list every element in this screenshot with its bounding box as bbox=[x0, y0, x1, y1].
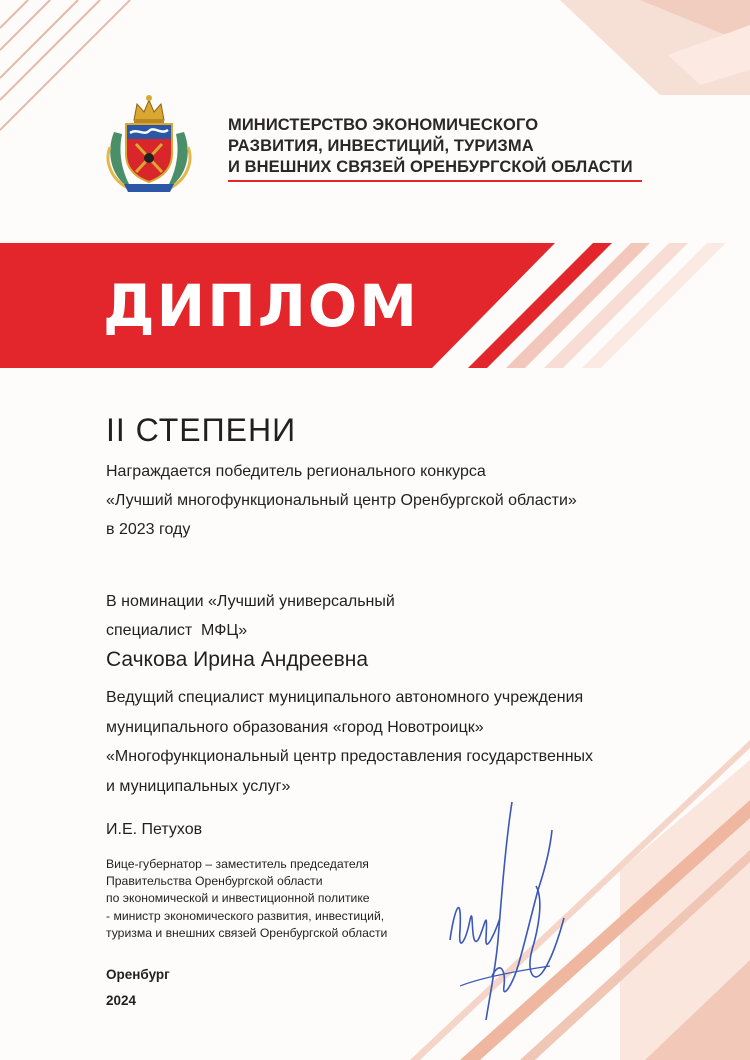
ministry-line-1: МИНИСТЕРСТВО ЭКОНОМИЧЕСКОГО bbox=[228, 116, 539, 134]
coat-of-arms-emblem bbox=[104, 92, 194, 196]
header-divider bbox=[228, 180, 642, 182]
position-line: «Многофункциональный центр предоставления государственных bbox=[106, 748, 594, 765]
signer-title-line: по экономической и инвестиционной политике bbox=[106, 891, 370, 906]
ministry-header bbox=[228, 115, 648, 178]
handwritten-signature bbox=[440, 790, 590, 1030]
position-line: Ведущий специалист муниципального автономного учреждения bbox=[106, 689, 584, 706]
recipient-position bbox=[106, 683, 593, 801]
signer-name: И.Е. Петухов bbox=[106, 821, 203, 838]
position-line: и муниципальных услуг» bbox=[106, 777, 291, 795]
place-label: Оренбург bbox=[106, 967, 170, 982]
nomination-line: В номинации «Лучший универсальный bbox=[106, 593, 395, 610]
recipient-name: Сачкова Ирина Андреевна bbox=[106, 648, 369, 671]
signer-title-line: Правительства Оренбургской области bbox=[106, 874, 323, 889]
nomination-line: специалист МФЦ» bbox=[106, 622, 248, 639]
year-label: 2024 bbox=[106, 993, 137, 1008]
signer-title-line: туризма и внешних связей Оренбургской области bbox=[106, 925, 388, 940]
intro-line: «Лучший многофункциональный центр Оренбургской области» bbox=[106, 492, 577, 509]
ministry-line-3: И ВНЕШНИХ СВЯЗЕЙ ОРЕНБУРГСКОЙ ОБЛАСТИ bbox=[228, 158, 633, 176]
signer-title bbox=[106, 856, 387, 942]
ministry-line-2: РАЗВИТИЯ, ИНВЕСТИЦИЙ, ТУРИЗМА bbox=[228, 137, 534, 155]
intro-line: Награждается победитель регионального конкурса bbox=[106, 463, 486, 480]
award-intro bbox=[106, 457, 577, 544]
position-line: муниципального образования «город Новотроицк» bbox=[106, 718, 484, 736]
signer-title-line: Вице-губернатор – заместитель председателя bbox=[106, 857, 369, 871]
nomination bbox=[106, 587, 395, 645]
diploma-title: ДИПЛОМ bbox=[103, 272, 419, 340]
intro-line: в 2023 году bbox=[106, 521, 191, 538]
degree-label: II СТЕПЕНИ bbox=[106, 412, 297, 448]
top-right-shapes bbox=[560, 0, 750, 95]
place-and-year bbox=[106, 962, 170, 1014]
signer-title-line: - министр экономического развития, инвестиций, bbox=[106, 908, 385, 923]
